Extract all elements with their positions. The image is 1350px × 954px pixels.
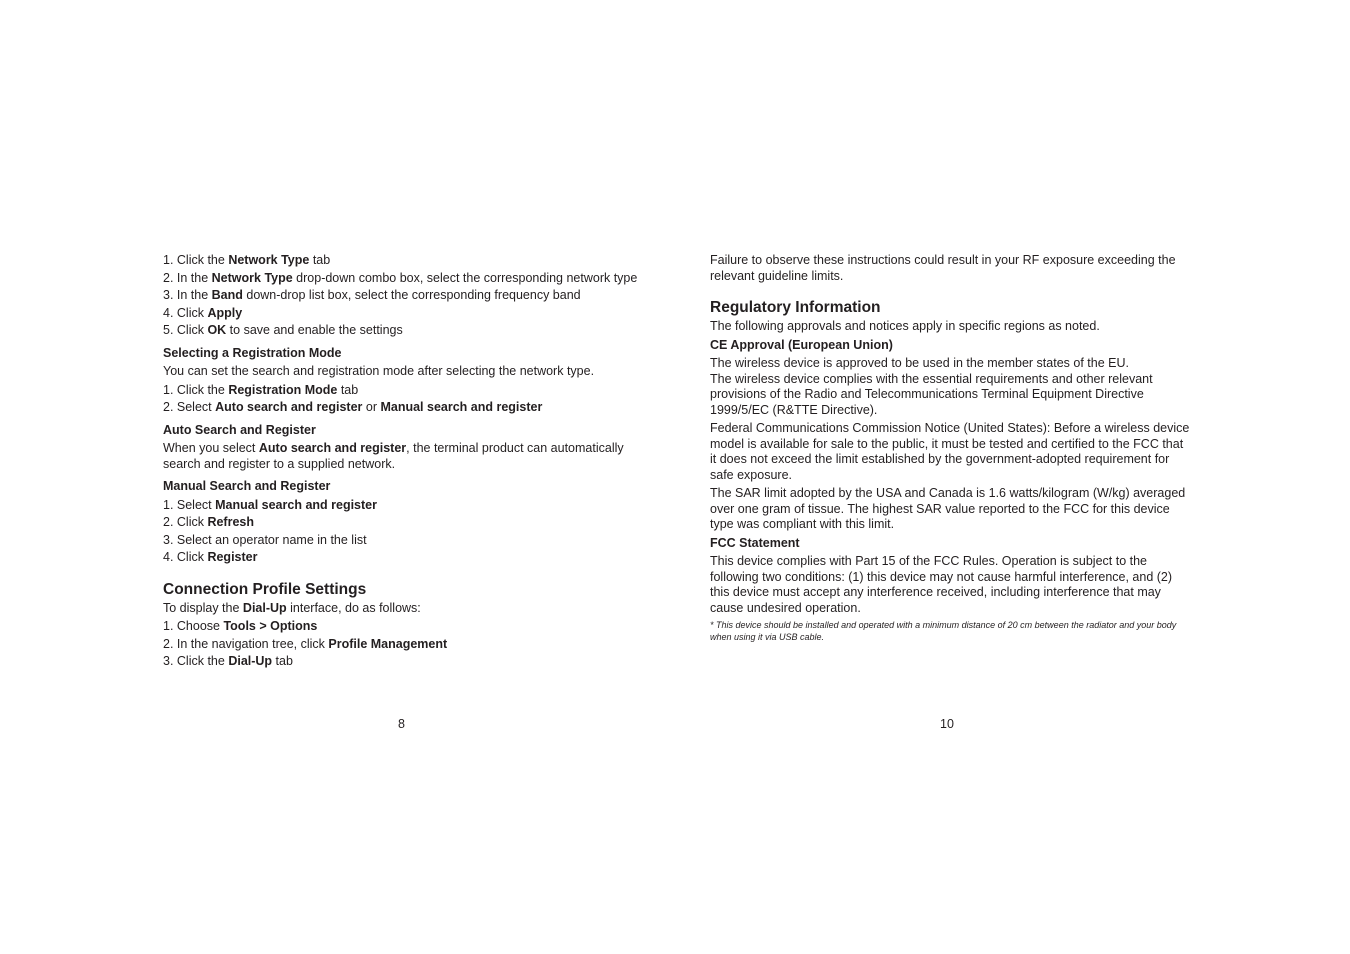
step-line: 3. Click the Dial-Up tab	[163, 654, 293, 668]
step-line: 2. In the Network Type drop-down combo box, select the corresponding network type	[163, 270, 638, 285]
registration-mode-heading: Selecting a Registration Mode	[163, 345, 342, 360]
auto-search-heading: Auto Search and Register	[163, 422, 316, 437]
step-line: 4. Click Apply	[163, 305, 243, 320]
step-line: 2. In the navigation tree, click Profile Management	[163, 636, 448, 651]
step-line: 1. Choose Tools > Options	[163, 619, 318, 633]
fcc-statement-text: This device complies with Part 15 of the FCC Rules. Operation is subject to the following two conditions: (1) this device may not cause harmful interference, and (2) this device must accept any interference received, including interference that may cause undesired operation.	[710, 554, 1173, 615]
ce-approval-text-1: The wireless device is approved to be used in the member states of the EU.	[710, 356, 1129, 370]
step-line: 3. In the Band down-drop list box, select the corresponding frequency band	[163, 288, 581, 302]
regulatory-heading: Regulatory Information	[710, 299, 881, 316]
fcc-statement-heading: FCC Statement	[710, 535, 800, 550]
footnote: * This device should be installed and operated with a minimum distance of 20 cm between the radiator and your body when using it via USB cable.	[710, 620, 1177, 642]
connection-profile-intro: To display the Dial-Up interface, do as follows:	[163, 600, 421, 615]
manual-search-heading: Manual Search and Register	[163, 479, 331, 493]
fcc-notice-text: Federal Communications Commission Notice (United States): Before a wireless device model is available for sale to the public, it must be tested and certified to the FCC that it does not exceed the limit established by the government-adopted requirement for safe exposure.	[710, 421, 1190, 482]
registration-mode-intro: You can set the search and registration mode after selecting the network type.	[163, 364, 595, 378]
page-number-left: 8	[398, 717, 405, 731]
step-line: 4. Click Register	[163, 550, 258, 564]
right-page	[710, 253, 1190, 643]
connection-profile-heading: Connection Profile Settings	[163, 580, 367, 598]
step-line: 1. Click the Registration Mode tab	[163, 382, 359, 397]
rf-exposure-text: Failure to observe these instructions could result in your RF exposure exceeding the relevant guideline limits.	[710, 253, 1176, 283]
step-line: 1. Click the Network Type tab	[163, 253, 331, 267]
regulatory-intro: The following approvals and notices apply in specific regions as noted.	[710, 319, 1100, 333]
sar-text: The SAR limit adopted by the USA and Canada is 1.6 watts/kilogram (W/kg) averaged over one gram of tissue. The highest SAR value reported to the FCC for this device type was compliant with this limit.	[710, 486, 1186, 531]
step-line: 5. Click OK to save and enable the settings	[163, 323, 403, 337]
auto-search-text: When you select Auto search and register, the terminal product can automatically search and register to a supplied network.	[163, 441, 624, 471]
step-line: 2. Click Refresh	[163, 515, 254, 529]
ce-approval-text-2: The wireless device complies with the essential requirements and other relevant provisions of the Radio and Telecommunications Terminal Equipment Directive 1999/5/EC (R&TTE Directive).	[710, 371, 1153, 417]
step-line: 1. Select Manual search and register	[163, 497, 377, 512]
step-line: 3. Select an operator name in the list	[163, 532, 367, 547]
left-page	[163, 253, 653, 672]
page-number-right: 10	[940, 717, 954, 731]
ce-approval-heading: CE Approval (European Union)	[710, 337, 893, 352]
step-line: 2. Select Auto search and register or Manual search and register	[163, 400, 543, 414]
